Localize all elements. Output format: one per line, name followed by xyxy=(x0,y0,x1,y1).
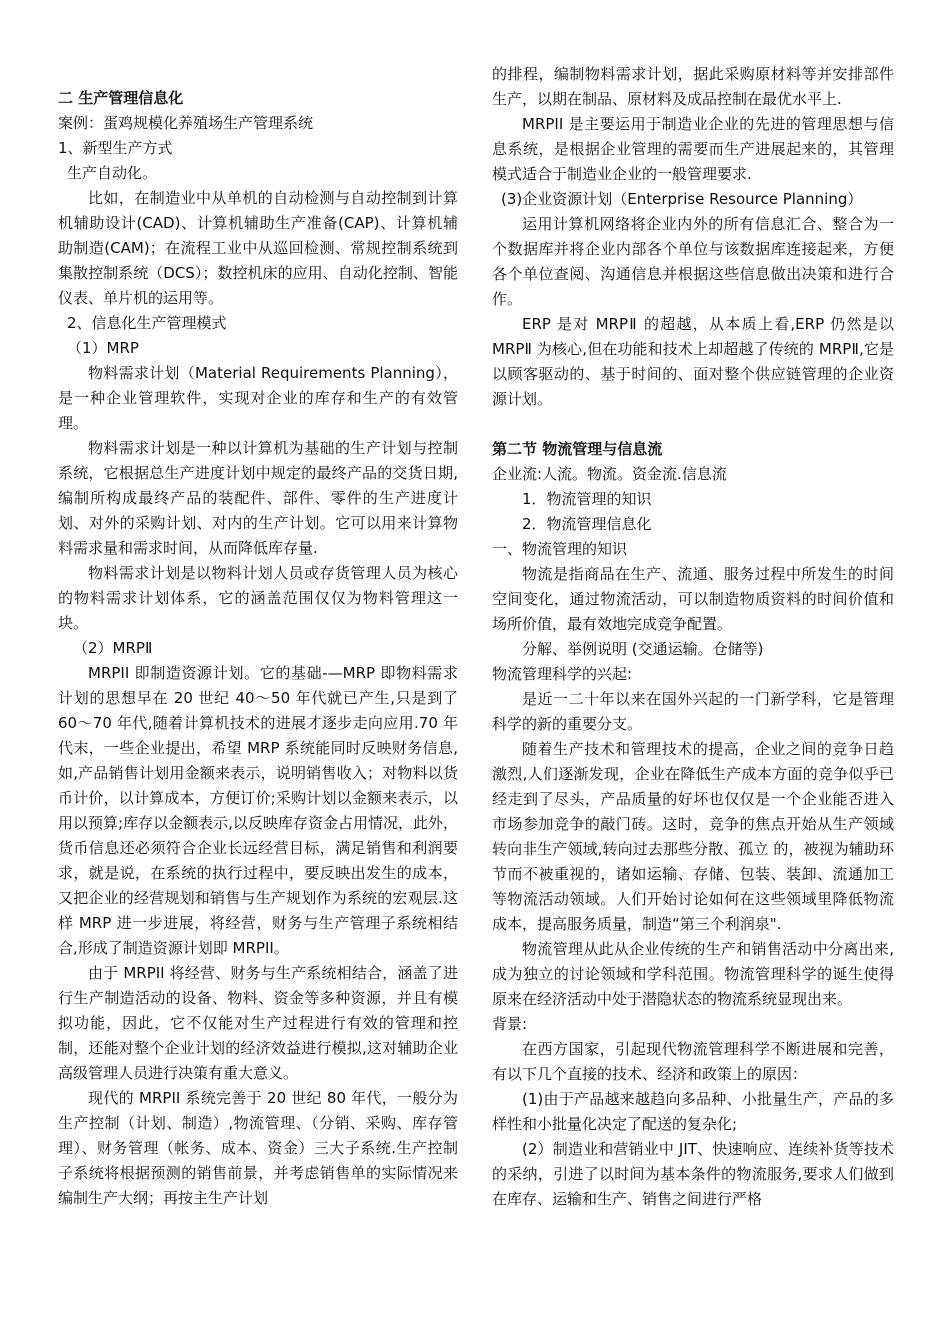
paragraph: 1、新型生产方式 xyxy=(58,139,173,157)
paragraph: （1）MRP xyxy=(67,339,139,357)
paragraph: 背景: xyxy=(492,1015,528,1033)
left-column xyxy=(58,86,458,1211)
paragraph: 现代的 MRPII 系统完善于 20 世纪 80 年代，一般分为生产控制（计划、制造）,物流管理、（分销、采购、库存管理）、财务管理（帐务、成本、资金）三大子系统.生产控制子系统将根据预测的销售前景，并考虑销售单的实际情况来编制生产大纲；再按主生产计划 xyxy=(58,1089,458,1207)
paragraph: 物流管理科学的兴起: xyxy=(492,665,633,683)
paragraph: 生产自动化。 xyxy=(67,164,158,182)
paragraph: 分解、举例说明 (交通运输。仓储等) xyxy=(522,640,764,658)
paragraph: 物料需求计划是一种以计算机为基础的生产计划与控制系统，它根据总生产进度计划中规定的最终产品的交货日期,编制所构成最终产品的装配件、部件、零件的生产进度计划、对外的采购计划、对内的生产计划。它可以用来计算物料需求量和需求时间，从而降低库存量. xyxy=(58,439,458,557)
paragraph: （2）MRPⅡ xyxy=(73,639,153,657)
paragraph: 1．物流管理的知识 xyxy=(522,490,652,508)
paragraph: MRPII 即制造资源计划。它的基础-—MRP 即物料需求计划的思想早在 20 世纪 40～50 年代就已产生,只是到了 60～70 年代,随着计算机技术的进展才逐步走向应用.70 年代末，一些企业提出，希望 MRP 系统能同时反映财务信息,如,产品销售计划用金额来表示，说明销售收入；对物料以货币计价，以计算成本，方便订价;采购计划以金额来表示，以用以预算;库存以金额表示,以反映库存资金占用情况，此外，货币信息还必须符合企业长远经营目标，满足销售和利润要求，就是说，在系统的执行过程中，要反映出发生的成本，又把企业的经营规划和销售与生产规划作为系统的宏观层.这样 MRP 进一步进展，将经营，财务与生产管理子系统相结合,形成了制造资源计划即 MRPII。 xyxy=(58,664,458,957)
paragraph: 物料需求计划是以物料计划人员或存货管理人员为核心的物料需求计划体系，它的涵盖范围仅仅为物料管理这一块。 xyxy=(58,564,458,632)
paragraph: 比如，在制造业中从单机的自动检测与自动控制到计算机辅助设计(CAD)、计算机辅助生产准备(CAP)、计算机辅助制造(CAM)；在流程工业中从巡回检测、常规控制系统到集散控制系统（DCS）；数控机床的应用、自动化控制、智能仪表、单片机的运用等。 xyxy=(58,189,458,307)
paragraph: (3)企业资源计划（Enterprise Resource Planning） xyxy=(501,190,863,208)
paragraph: 2、信息化生产管理模式 xyxy=(67,314,227,332)
paragraph: 的排程，编制物料需求计划，据此采购原材料等并安排部件生产，以期在制品、原材料及成品控制在最优水平上. xyxy=(492,65,894,108)
paragraph: MRPII 是主要运用于制造业企业的先进的管理思想与信息系统，是根据企业管理的需要而生产进展起来的，其管理模式适合于制造业企业的一般管理要求. xyxy=(492,115,894,183)
section-heading: 第二节 物流管理与信息流 xyxy=(492,440,663,458)
paragraph xyxy=(492,412,894,437)
section-heading: 二 生产管理信息化 xyxy=(58,89,184,107)
right-column xyxy=(492,62,894,1212)
paragraph: 物料需求计划（Material Requirements Planning），是一种企业管理软件，实现对企业的库存和生产的有效管理。 xyxy=(58,364,458,432)
paragraph: 企业流:人流。物流。资金流.信息流 xyxy=(492,465,727,483)
paragraph: (1)由于产品越来越趋向多品种、小批量生产，产品的多样性和小批量化决定了配送的复杂化; xyxy=(492,1090,894,1133)
paragraph: 案例：蛋鸡规模化养殖场生产管理系统 xyxy=(58,114,314,132)
paragraph: 随着生产技术和管理技术的提高，企业之间的竞争日趋激烈,人们逐渐发现，企业在降低生产成本方面的竞争似乎已经走到了尽头，产品质量的好坏也仅仅是一个企业能否进入市场参加竞争的敲门砖。这时，竞争的焦点开始从生产领域转向非生产领域,转向过去那些分散、孤立 的，被视为辅助环节而不被重视的，诸如运输、存储、包装、装卸、流通加工等物流活动领域。人们开始讨论如何在这些领域里降低物流成本，提高服务质量，制造“第三个利润泉". xyxy=(492,740,894,933)
paragraph: 运用计算机网络将企业内外的所有信息汇合、整合为一个数据库并将企业内部各个单位与该数据库连接起来，方便各个单位查阅、沟通信息并根据这些信息做出决策和进行合作。 xyxy=(492,215,894,308)
paragraph: 由于 MRPII 将经营、财务与生产系统相结合，涵盖了进行生产制造活动的设备、物料、资金等多种资源，并且有模拟功能，因此，它不仅能对生产过程进行有效的管理和控制，还能对整个企业计划的经济效益进行模拟,这对辅助企业高级管理人员进行决策有重大意义。 xyxy=(58,964,458,1082)
paragraph: 是近一二十年以来在国外兴起的一门新学科，它是管理科学的新的重要分支。 xyxy=(492,690,894,733)
paragraph: 一、物流管理的知识 xyxy=(492,540,628,558)
paragraph: (2）制造业和营销业中 JIT、快速响应、连续补货等技术的采纳，引进了以时间为基本条件的物流服务,要求人们做到在库存、运输和生产、销售之间进行严格 xyxy=(492,1140,894,1208)
paragraph: 物流是指商品在生产、流通、服务过程中所发生的时间空间变化，通过物流活动，可以制造物质资料的时间价值和场所价值，最有效地完成竞争配置。 xyxy=(492,565,894,633)
paragraph: ERP 是对 MRPⅡ 的超越，从本质上看,ERP 仍然是以 MRPⅡ 为核心,但在功能和技术上却超越了传统的 MRPⅡ,它是以顾客驱动的、基于时间的、面对整个供应链管理的企业资源计划。 xyxy=(492,315,894,408)
paragraph: 2．物流管理信息化 xyxy=(522,515,652,533)
paragraph: 物流管理从此从企业传统的生产和销售活动中分离出来,成为独立的讨论领域和学科范围。物流管理科学的诞生使得原来在经济活动中处于潜隐状态的物流系统显现出来。 xyxy=(492,940,894,1008)
paragraph: 在西方国家，引起现代物流管理科学不断进展和完善，有以下几个直接的技术、经济和政策上的原因： xyxy=(492,1040,894,1083)
